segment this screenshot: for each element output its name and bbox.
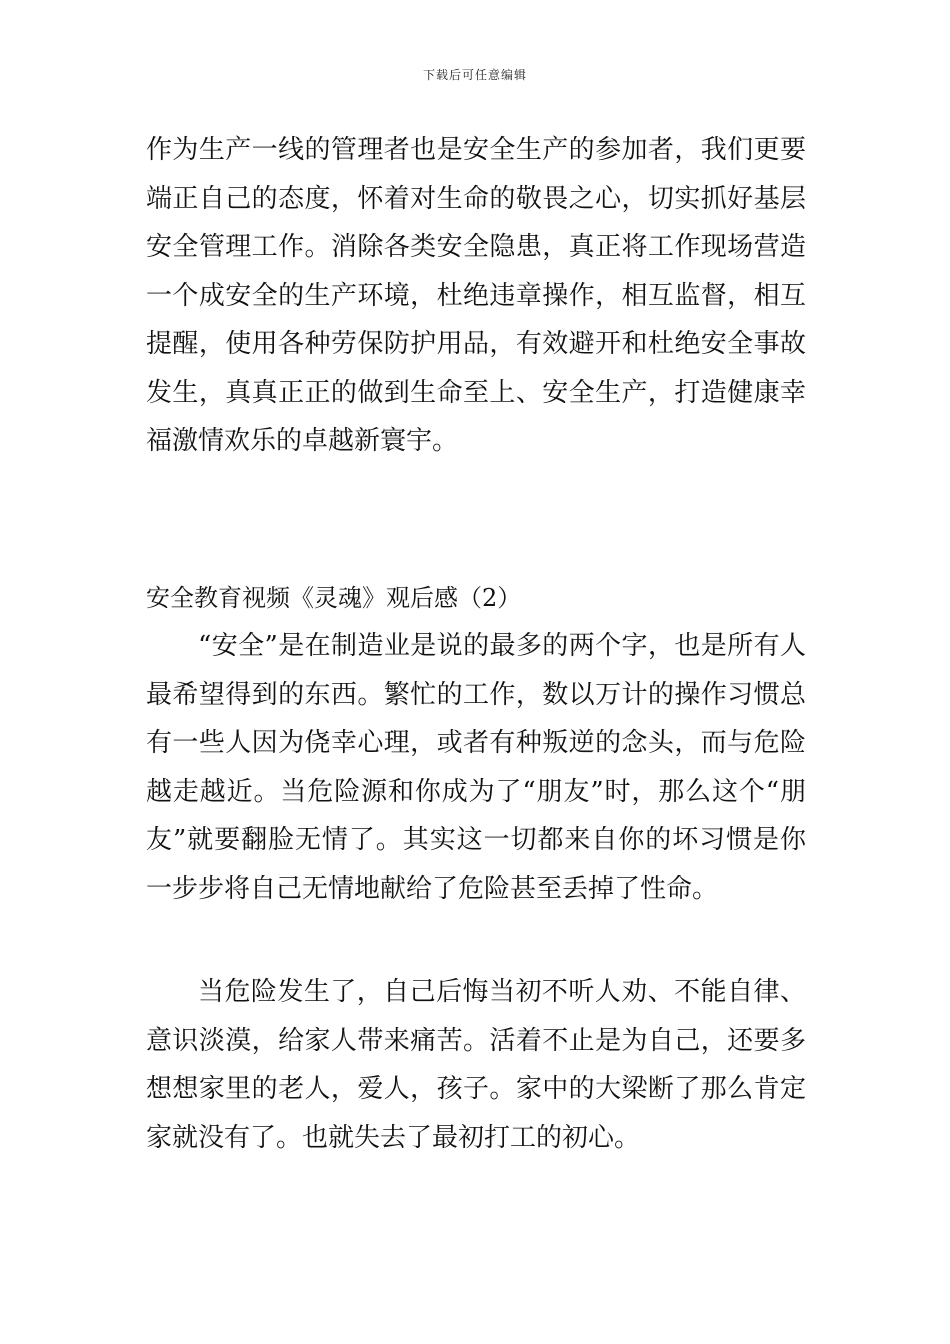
paragraph-3: 当危险发生了，自己后悔当初不听人劝、不能自律、意识淡漠，给家人带来痛苦。活着不止是为自己，还要多想想家里的老人，爱人，孩子。家中的大梁断了那么肯定家就没有了。也就失去了最初打工的初心。 [146, 977, 806, 1153]
paragraph-2: “安全”是在制造业是说的最多的两个字，也是所有人最希望得到的东西。繁忙的工作，数以万计的操作习惯总有一些人因为侥幸心理，或者有种叛逆的念头，而与危险越走越近。当危险源和你成为了“朋友”时，那么这个“朋友”就要翻脸无情了。其实这一切都来自你的坏习惯是你一步步将自己无情地献给了危险甚至丢掉了性命。 [146, 631, 806, 904]
header-note: 下载后可任意编辑 [422, 68, 527, 82]
section-title: 安全教育视频《灵魂》观后感（2） [146, 584, 522, 612]
paragraph-1: 作为生产一线的管理者也是安全生产的参加者，我们更要端正自己的态度，怀着对生命的敬畏之心，切实抓好基层安全管理工作。消除各类安全隐患，真正将工作现场营造一个成安全的生产环境，杜绝违章操作，相互监督，相互提醒，使用各种劳保防护用品，有效避开和杜绝安全事故发生，真真正正的做到生命至上、安全生产，打造健康幸福激情欢乐的卓越新寰宇。 [146, 135, 806, 456]
